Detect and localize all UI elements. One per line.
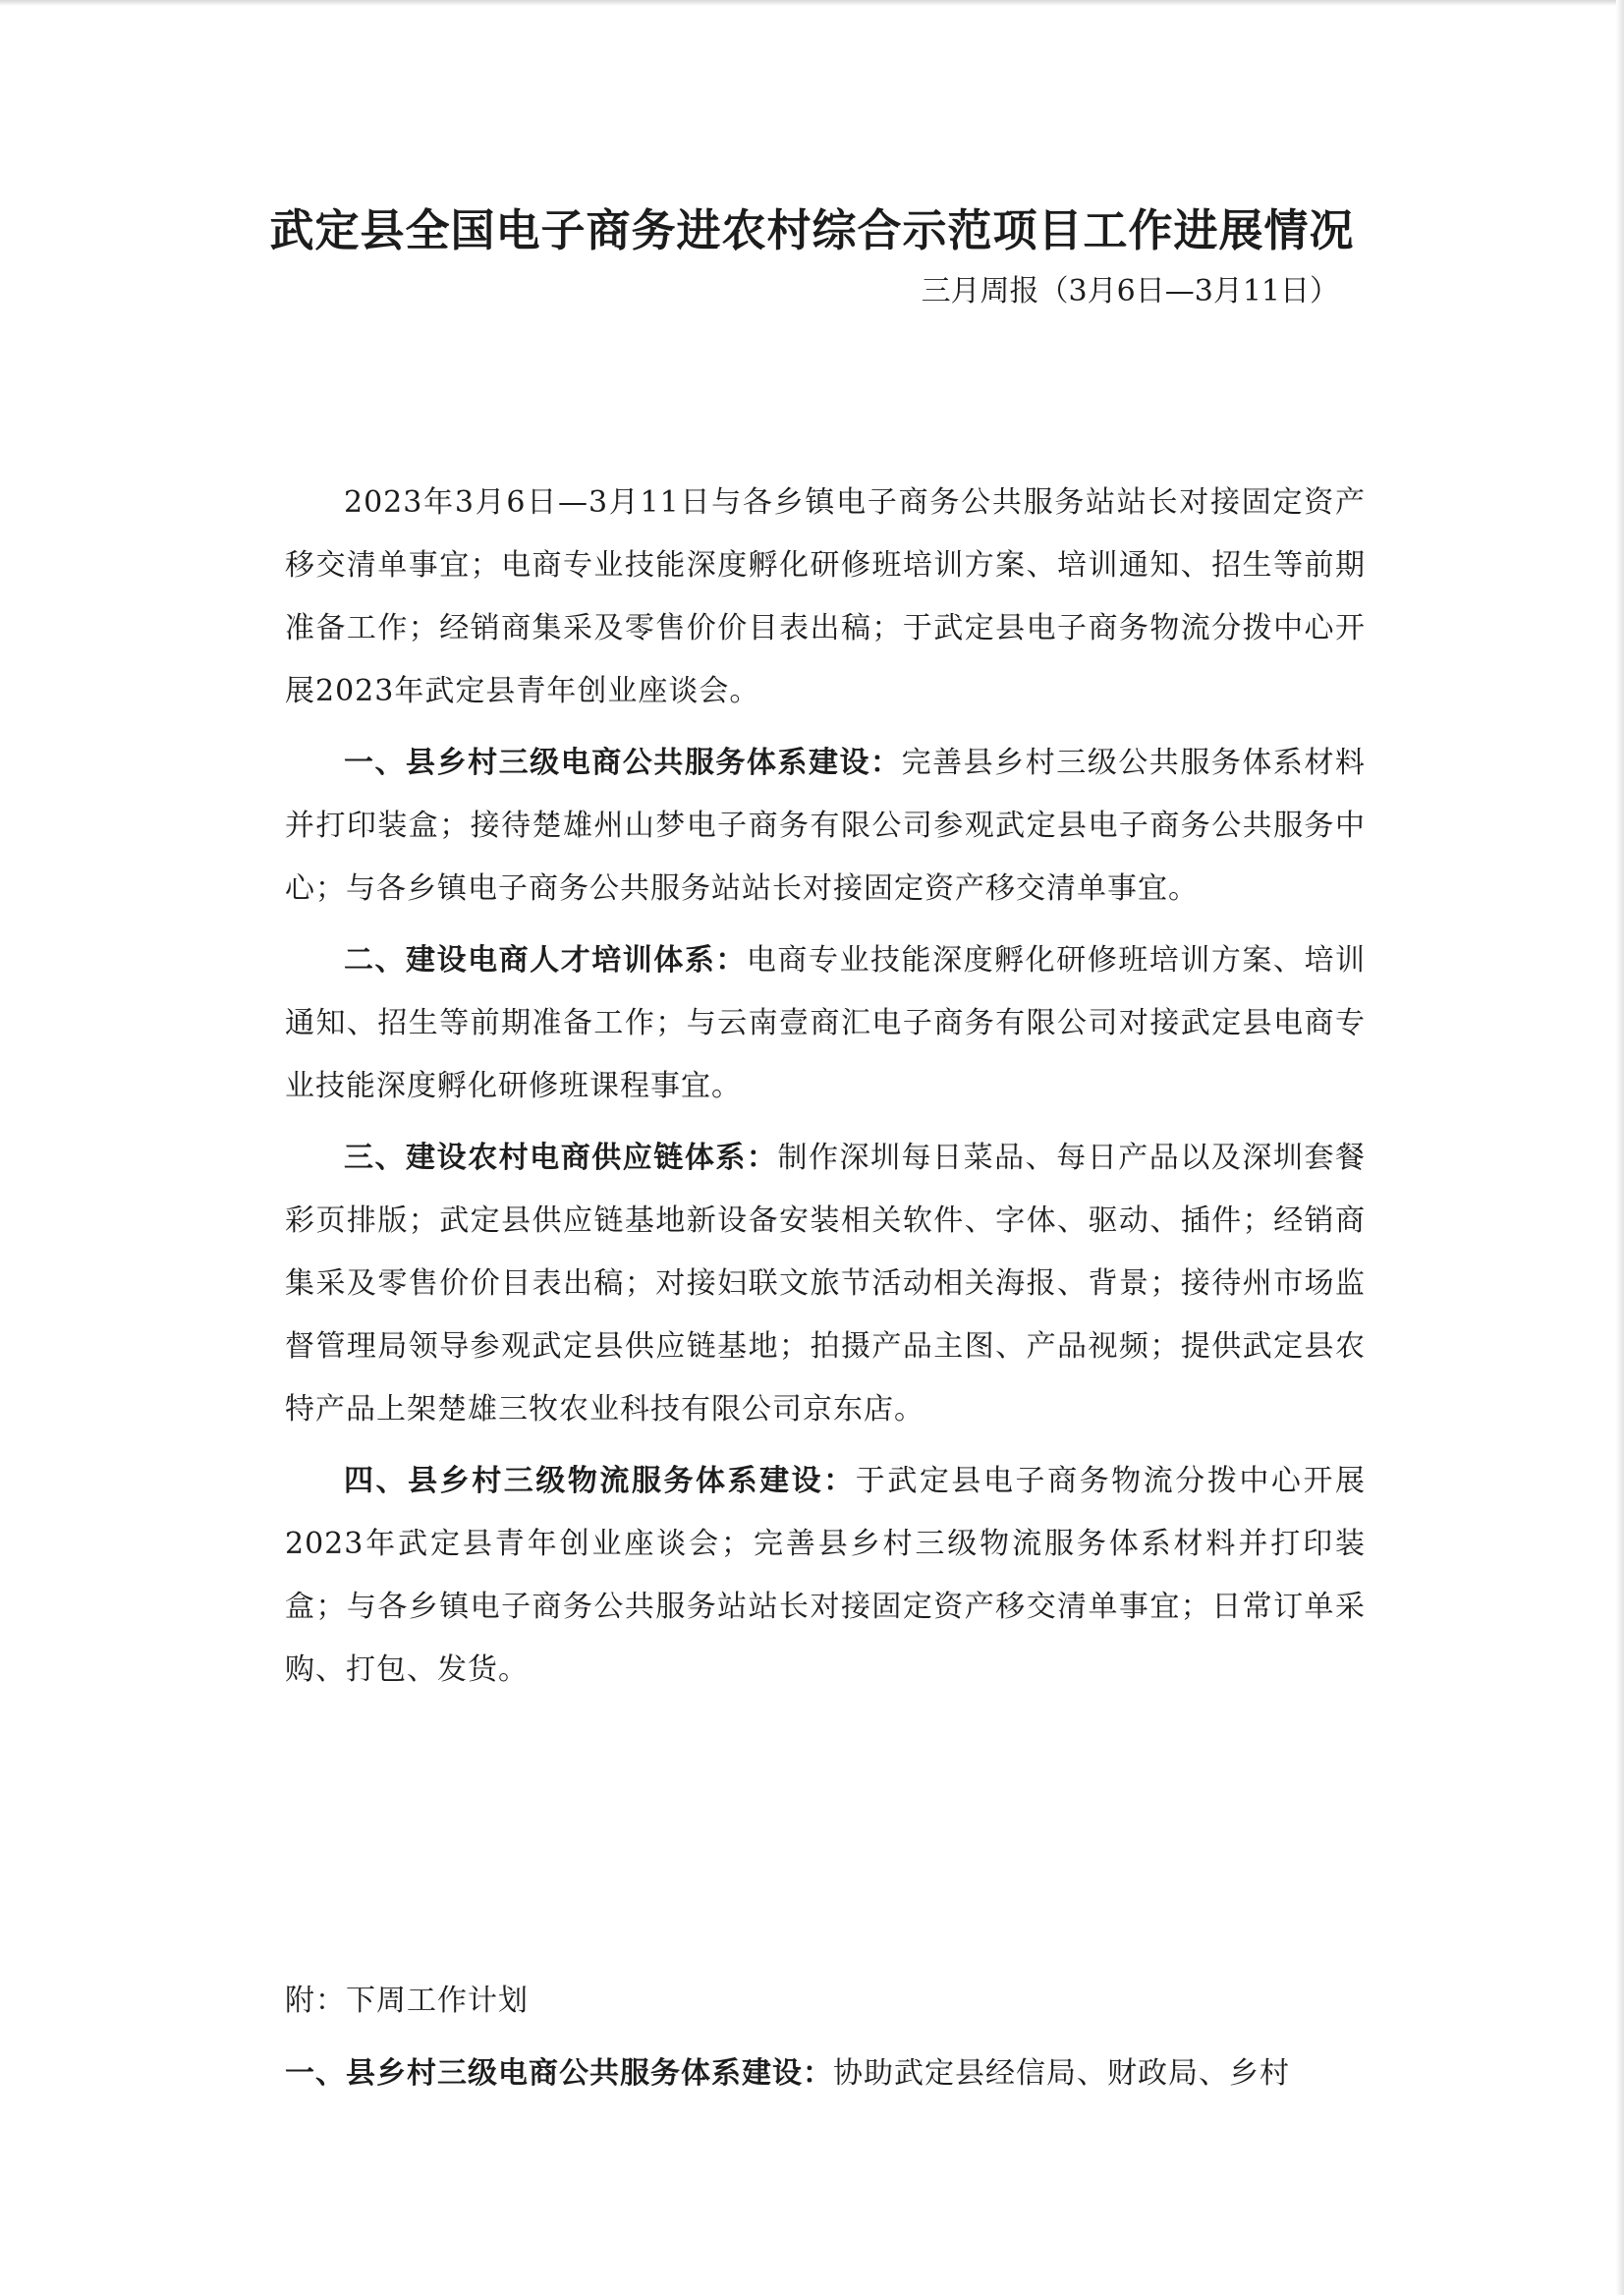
section-4-paragraph	[285, 1450, 1366, 1702]
appendix	[285, 1970, 1366, 2115]
document-subtitle: 三月周报（3月6日—3月11日）	[921, 274, 1339, 308]
section-1-heading: 一、县乡村三级电商公共服务体系建设：	[344, 746, 902, 780]
section-4-body: 于武定县电子商务物流分拨中心开展2023年武定县青年创业座谈会；完善县乡村三级物流服务体系材料并打印装盒；与各乡镇电子商务公共服务站站长对接固定资产移交清单事宜；日常订单采购、打包、发货。	[285, 1464, 1367, 1687]
scan-edge-top	[0, 0, 1624, 6]
document-title: 武定县全国电子商务进农村综合示范项目工作进展情况	[269, 204, 1355, 256]
document-body	[285, 472, 1366, 1710]
intro-paragraph: 2023年3月6日—3月11日与各乡镇电子商务公共服务站站长对接固定资产移交清单事宜；电商专业技能深度孵化研修班培训方案、培训通知、招生等前期准备工作；经销商集采及零售价价目表出稿；于武定县电子商务物流分拨中心开展2023年武定县青年创业座谈会。	[285, 485, 1366, 708]
scan-edge-right	[1616, 0, 1624, 2295]
appendix-label: 附：下周工作计划	[285, 1984, 529, 2018]
section-1-body: 完善县乡村三级公共服务体系材料并打印装盒；接待楚雄州山梦电子商务有限公司参观武定县电子商务公共服务中心；与各乡镇电子商务公共服务站站长对接固定资产移交清单事宜。	[285, 746, 1366, 906]
appendix-item-1-heading: 一、县乡村三级电商公共服务体系建设：	[285, 2056, 833, 2091]
section-3-paragraph	[285, 1127, 1366, 1441]
section-2-heading: 二、建设电商人才培训体系：	[344, 943, 747, 978]
section-3-body: 制作深圳每日菜品、每日产品以及深圳套餐彩页排版；武定县供应链基地新设备安装相关软件、字体、驱动、插件；经销商集采及零售价价目表出稿；对接妇联文旅节活动相关海报、背景；接待州市场监督管理局领导参观武定县供应链基地；拍摄产品主图、产品视频；提供武定县农特产品上架楚雄三牧农业科技有限公司京东店。	[285, 1141, 1366, 1427]
section-1-paragraph	[285, 732, 1366, 921]
section-2-paragraph	[285, 929, 1366, 1118]
appendix-item-1	[285, 2043, 1366, 2105]
section-2-body: 电商专业技能深度孵化研修班培训方案、培训通知、招生等前期准备工作；与云南壹商汇电子商务有限公司对接武定县电商专业技能深度孵化研修班课程事宜。	[285, 943, 1366, 1103]
section-3-heading: 三、建设农村电商供应链体系：	[344, 1141, 778, 1175]
section-4-heading: 四、县乡村三级物流服务体系建设：	[344, 1464, 856, 1498]
appendix-item-1-body: 协助武定县经信局、财政局、乡村	[833, 2056, 1290, 2091]
